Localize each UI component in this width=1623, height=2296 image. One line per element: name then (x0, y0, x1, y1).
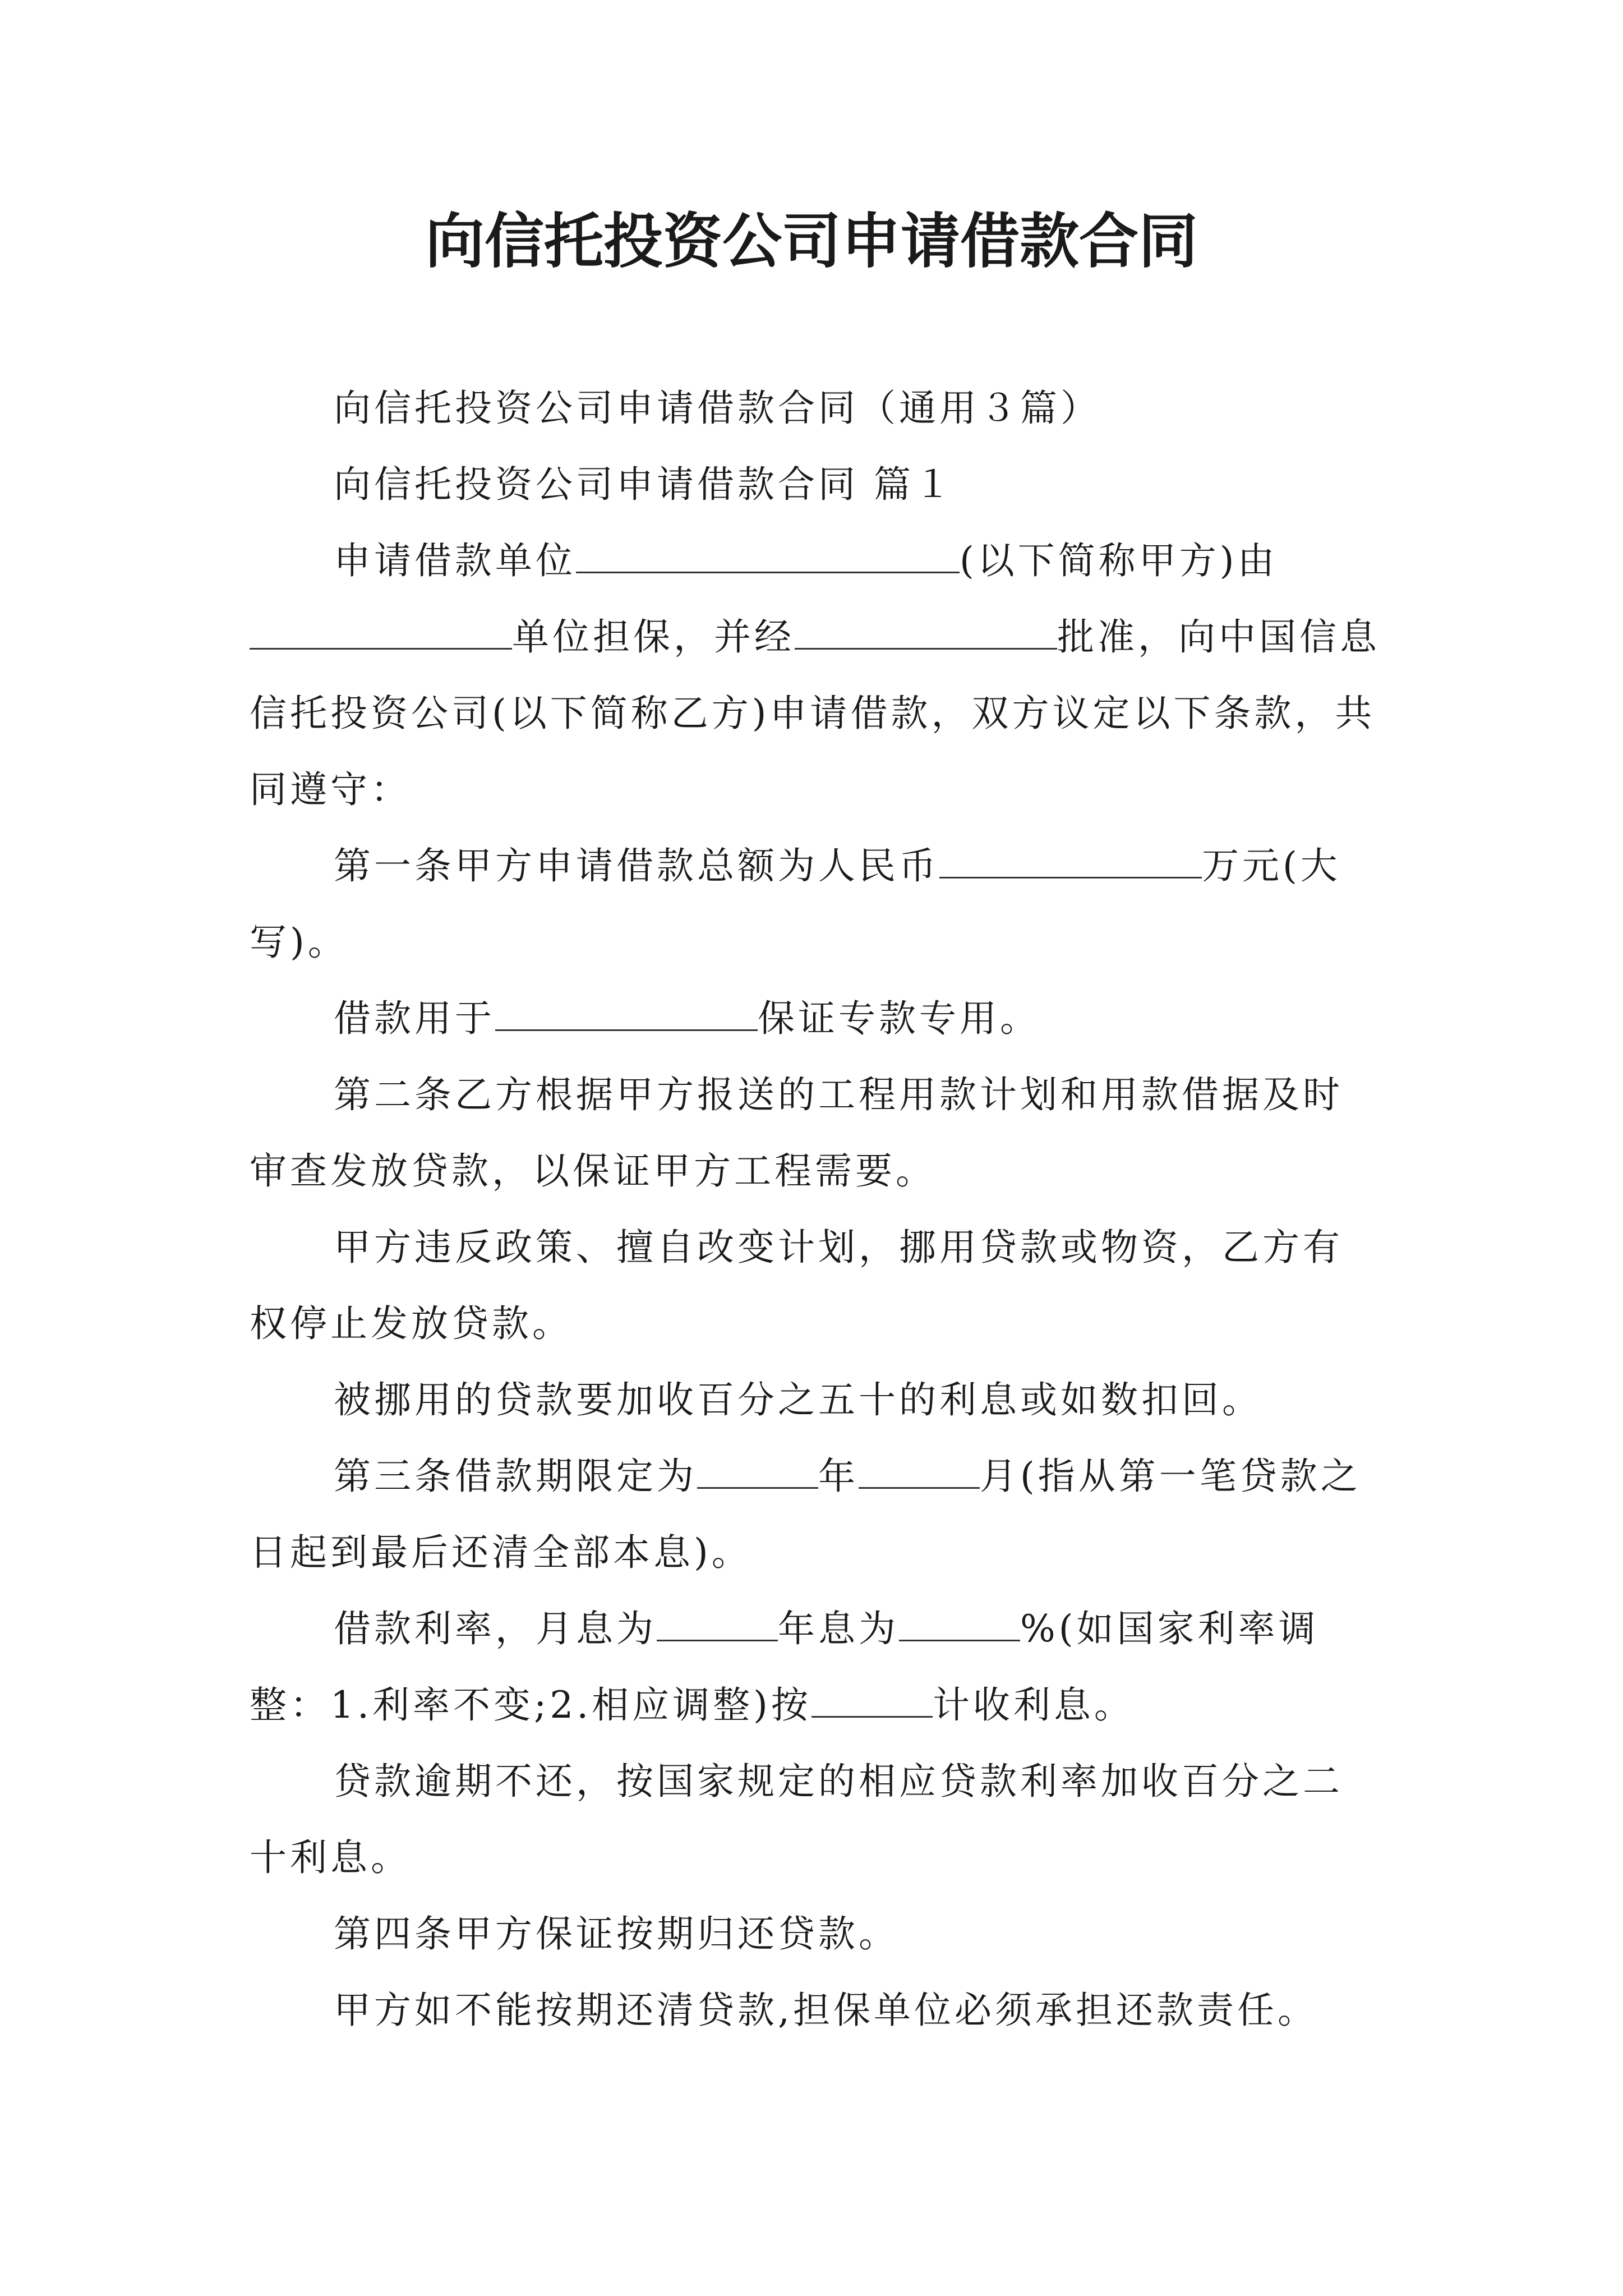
paragraph-text: 申请借款单位 (334, 539, 576, 582)
paragraph-p6 (250, 1057, 1382, 1209)
paragraph-text: 甲方违反政策、擅自改变计划，挪用贷款或物资，乙方有权停止发放贷款。 (250, 1226, 1343, 1345)
fill-in-blank[interactable] (811, 1682, 933, 1718)
paragraph-text: 年 (818, 1455, 859, 1498)
paragraph-text: 批准，向中国信息信托投资公司(以下简称乙方)申请借款，双方议定以下条款，共同遵守： (250, 615, 1380, 811)
fill-in-blank[interactable] (495, 996, 758, 1031)
paragraph-p8 (250, 1362, 1382, 1438)
paragraph-p13 (250, 1972, 1382, 2049)
document-body (250, 370, 1382, 2049)
paragraph-text: 万元(大写)。 (250, 844, 1341, 964)
paragraph-text: 向信托投资公司申请借款合同（通用３篇） (334, 386, 1101, 430)
paragraph-text: 甲方如不能按期还清贷款,担保单位必须承担还款责任。 (334, 1989, 1318, 2032)
paragraph-p1 (250, 370, 1382, 447)
fill-in-blank[interactable] (576, 538, 960, 573)
paragraph-text: 月(指从第一笔贷款之日起到最后还清全部本息)。 (250, 1455, 1361, 1574)
paragraph-text: 单位担保，并经 (512, 615, 795, 659)
paragraph-p4 (250, 828, 1382, 981)
paragraph-text: 第一条甲方申请借款总额为人民币 (334, 844, 939, 887)
paragraph-text: (以下简称甲方)由 (960, 539, 1278, 582)
paragraph-text: 借款用于 (334, 997, 495, 1040)
fill-in-blank[interactable] (899, 1606, 1020, 1641)
paragraph-text: 被挪用的贷款要加收百分之五十的利息或如数扣回。 (334, 1378, 1262, 1421)
paragraph-p5 (250, 981, 1382, 1057)
paragraph-text: 向信托投资公司申请借款合同 篇１ (334, 463, 955, 506)
fill-in-blank[interactable] (697, 1453, 818, 1489)
paragraph-text: 第三条借款期限定为 (334, 1455, 697, 1498)
paragraph-text: 年息为 (778, 1607, 899, 1650)
paragraph-text: 第四条甲方保证按期归还贷款。 (334, 1912, 899, 1955)
paragraph-text: 第二条乙方根据甲方报送的工程用款计划和用款借据及时审查发放贷款，以保证甲方工程需要。 (250, 1073, 1343, 1193)
paragraph-text: 计收利息。 (932, 1683, 1135, 1727)
paragraph-text: %(如国家利率调整：1.利率不变;2.相应调整)按 (250, 1607, 1319, 1727)
paragraph-p7 (250, 1209, 1382, 1362)
paragraph-p12 (250, 1896, 1382, 1972)
paragraph-p3 (250, 523, 1382, 828)
fill-in-blank[interactable] (795, 614, 1057, 650)
paragraph-text: 借款利率，月息为 (334, 1607, 657, 1650)
fill-in-blank[interactable] (939, 843, 1202, 878)
fill-in-blank[interactable] (859, 1453, 980, 1489)
paragraph-text: 保证专款专用。 (758, 997, 1040, 1040)
paragraph-p11 (250, 1743, 1382, 1896)
paragraph-p10 (250, 1591, 1382, 1743)
paragraph-p2 (250, 447, 1382, 523)
document-title: 向信托投资公司申请借款合同 (425, 206, 1198, 276)
fill-in-blank[interactable] (657, 1606, 778, 1641)
fill-in-blank[interactable] (250, 614, 512, 650)
paragraph-text: 贷款逾期不还，按国家规定的相应贷款利率加收百分之二十利息。 (250, 1760, 1343, 1879)
paragraph-p9 (250, 1438, 1382, 1591)
